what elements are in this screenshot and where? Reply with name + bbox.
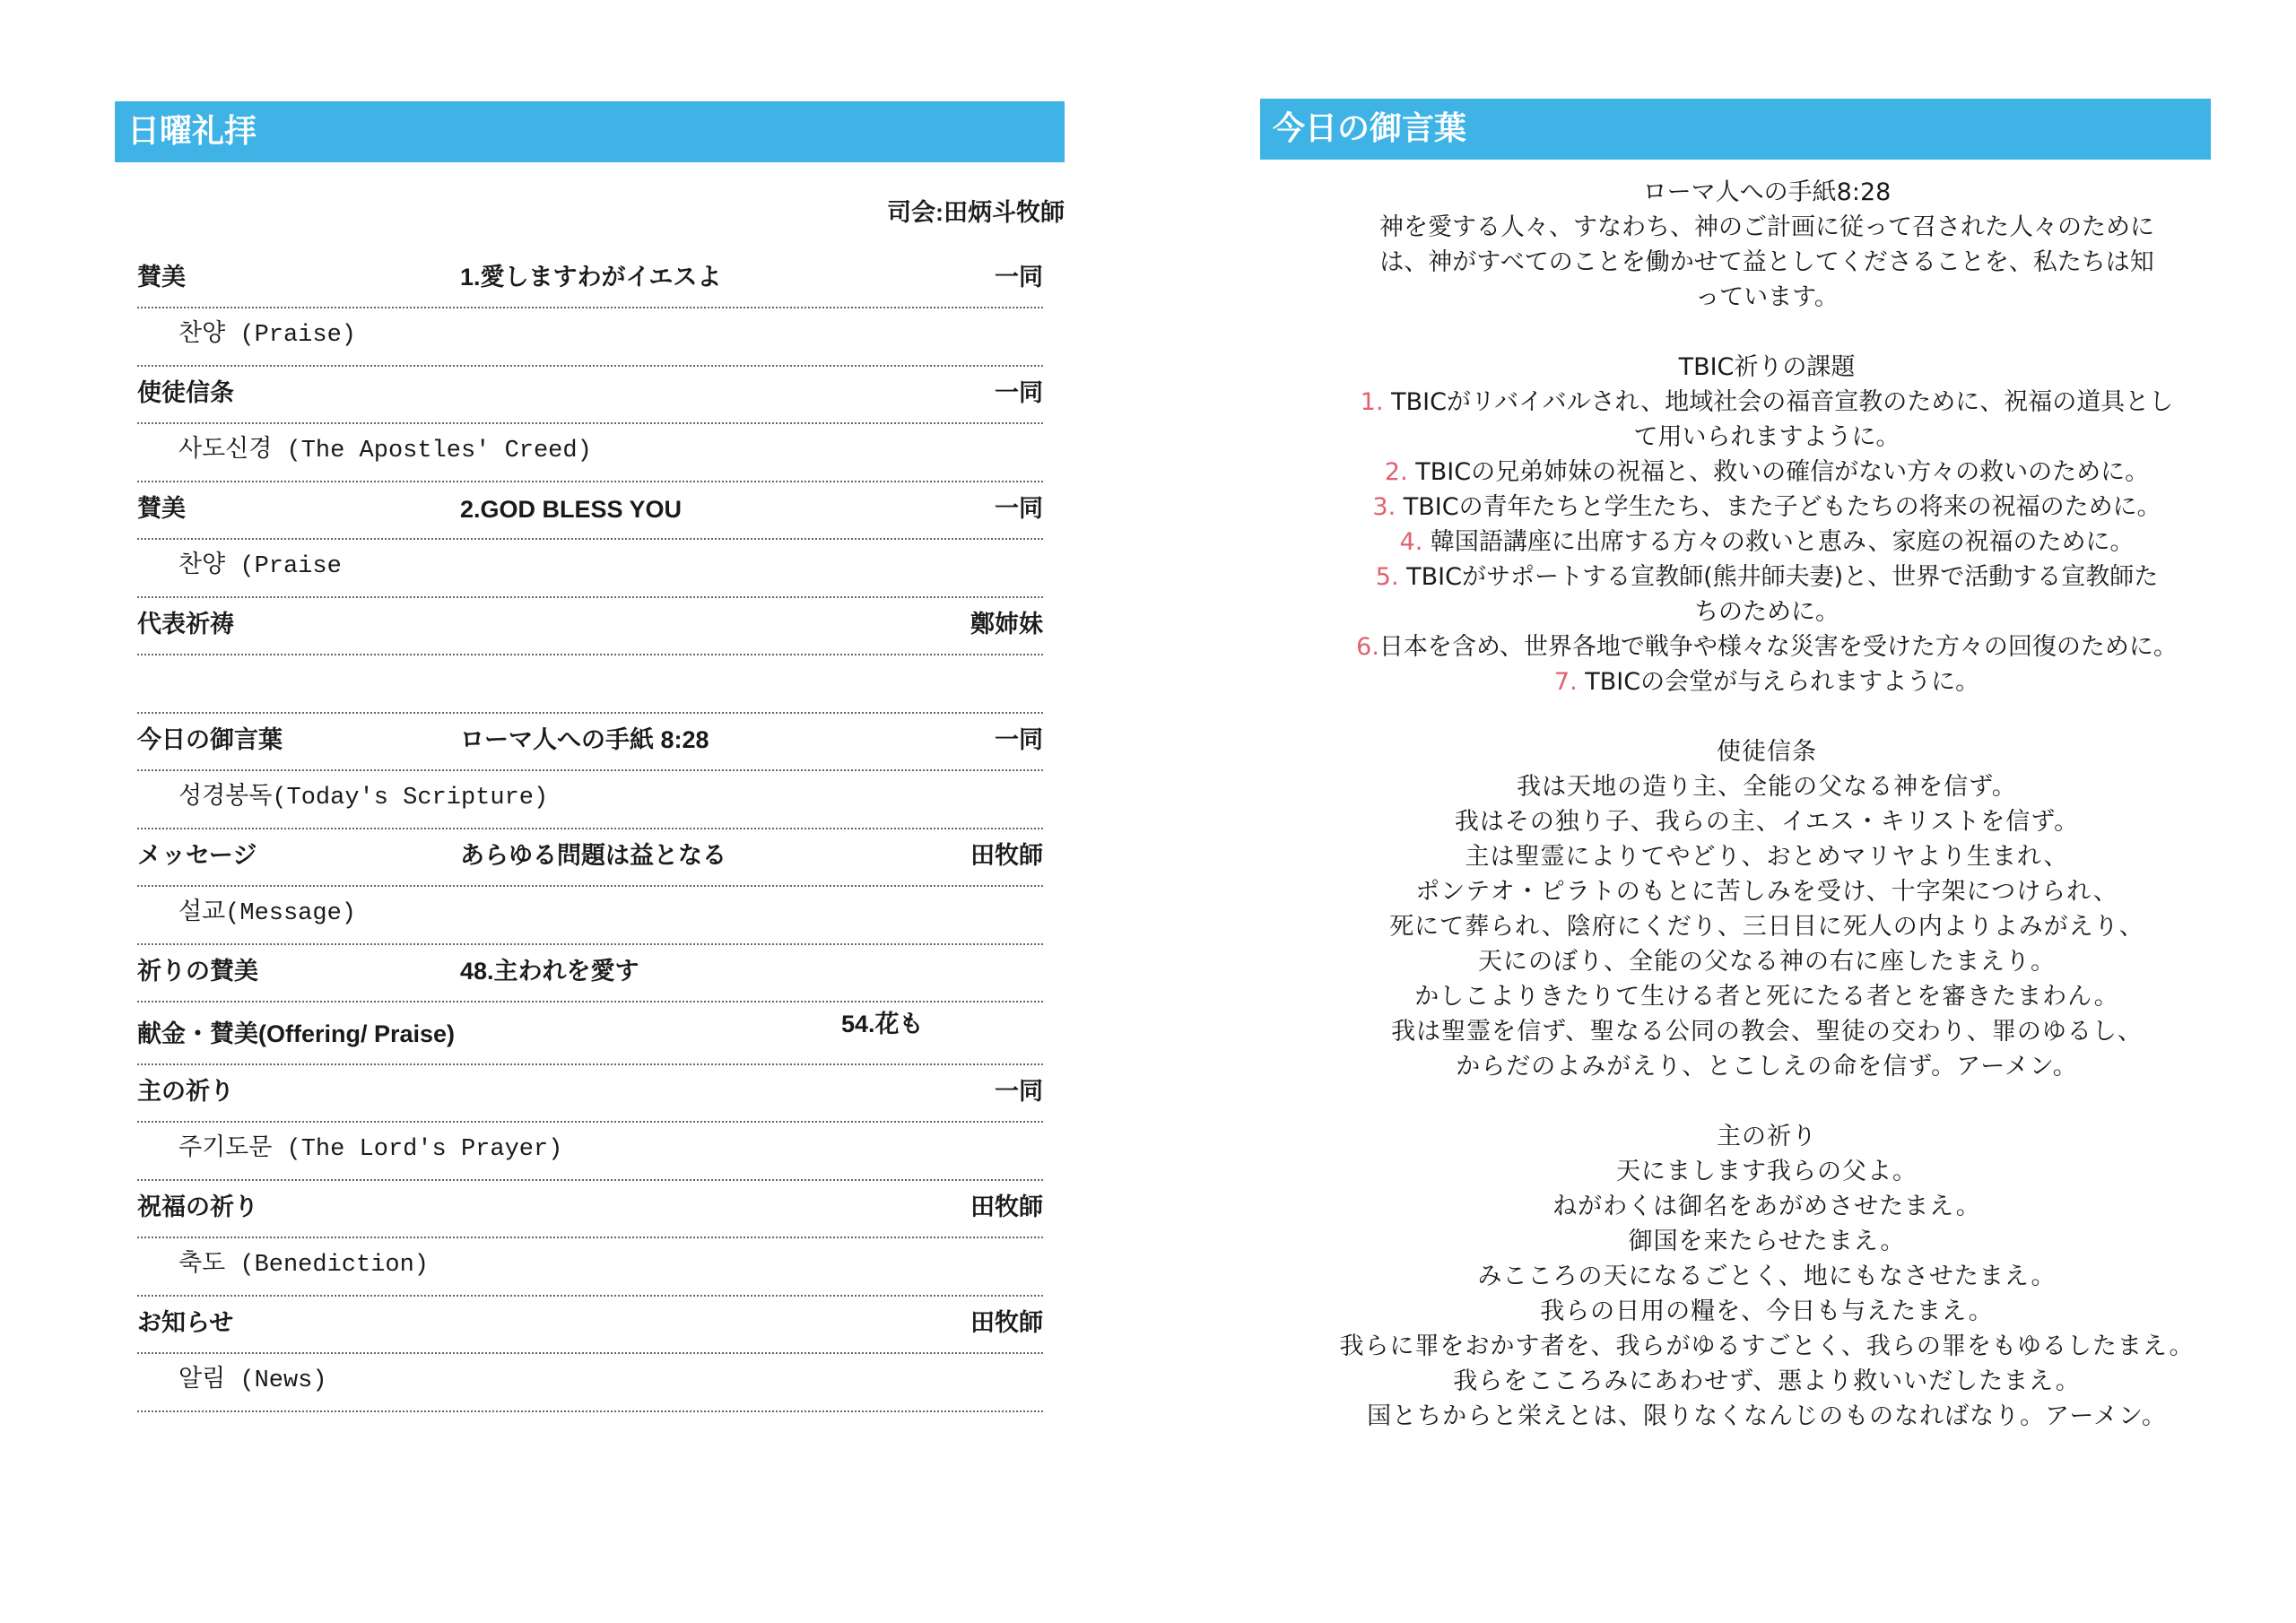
item-label: 祝福の祈り (137, 1193, 258, 1220)
item-translation: 축도 (Benediction) (178, 1252, 430, 1279)
lords-prayer-lines (1247, 1154, 2287, 1434)
item-detail: 2.GOD BLESS YOU (460, 496, 683, 523)
item-translation: 성경봉독(Today's Scripture) (178, 785, 549, 812)
item-detail: 48.主われを愛す (460, 958, 639, 985)
scripture-line: っています。 (1695, 283, 1839, 311)
prayer-item-text: TBICの兄弟姉妹の祝福と、救いの確信がない方々の救いのために。 (1407, 458, 2150, 486)
item-leader: 田牧師 (970, 842, 1043, 869)
lords-prayer-block (1247, 1119, 2287, 1434)
item-label: 主の祈り (137, 1078, 234, 1105)
item-label: 使徒信条 (137, 379, 234, 406)
prayer-items (1247, 385, 2287, 699)
prayer-item-text: 韓国語講座に出席する方々の救いと恵み、家庭の祝福のために。 (1422, 528, 2135, 556)
prayer-item (1247, 455, 2287, 490)
prayer-item-number: 6. (1356, 633, 1379, 661)
prayer-item-text: ちのために。 (1694, 598, 1839, 626)
prayer-item-number: 3. (1372, 493, 1396, 521)
prayer-item-text: TBICがリバイバルされ、地域社会の福音宣教のために、祝福の道具とし (1383, 388, 2174, 416)
item-label: 祈りの賛美 (137, 958, 258, 985)
creed-line: 我は聖霊を信ず、聖なる公同の教会、聖徒の交わり、罪のゆるし、 (1391, 1018, 2143, 1046)
program-subrow (137, 1123, 1043, 1181)
lords-prayer-line: ねがわくは御名をあがめさせたまえ。 (1552, 1193, 1981, 1220)
item-label: 代表祈祷 (137, 611, 234, 638)
program-subrow (137, 1354, 1043, 1412)
prayer-item-text: TBICの青年たちと学生たち、また子どもたちの将来の祝福のために。 (1396, 493, 2161, 521)
creed-line: 天にのぼり、全能の父なる神の右に座したまえり。 (1478, 948, 2056, 976)
item-translation: 알림 (News) (178, 1367, 327, 1394)
program-subrow (137, 308, 1043, 367)
item-leader: 一同 (995, 264, 1043, 291)
item-label: お知らせ (137, 1309, 234, 1336)
item-detail: 1.愛しますわがイエスよ (460, 264, 722, 291)
prayer-item (1247, 629, 2287, 664)
creed-line: からだのよみがえり、とこしえの命を信ず。アーメン。 (1456, 1053, 2078, 1081)
right-page (1148, 0, 2296, 1623)
lords-prayer-line: 天にまします我らの父よ。 (1616, 1158, 1918, 1185)
page-title-banner: 今日の御言葉 (1260, 99, 2211, 160)
program-subrow (137, 655, 1043, 714)
program-subrow (137, 540, 1043, 598)
item-translation: 주기도문 (The Lord's Prayer) (178, 1136, 563, 1163)
prayer-item-text: 日本を含め、世界各地で戦争や様々な災害を受けた方々の回復のために。 (1378, 633, 2178, 661)
prayer-item-number: 5. (1375, 563, 1399, 591)
lords-prayer-line: みこころの天になるごとく、地にもなさせたまえ。 (1477, 1263, 2057, 1290)
item-detail: 54.花も (841, 1011, 924, 1037)
item-leader: 一同 (995, 726, 1043, 753)
scripture-lines (1247, 210, 2287, 315)
text-column (1247, 175, 2287, 1434)
scripture-block (1247, 175, 2287, 315)
item-detail: あらゆる問題は益となる (460, 842, 726, 869)
program-subrow (137, 771, 1043, 829)
item-translation: 사도신경 (The Apostles' Creed) (178, 438, 592, 464)
program-subrow (137, 1238, 1043, 1297)
prayer-item (1247, 595, 2287, 629)
prayer-item-number: 1. (1360, 388, 1384, 416)
prayer-item-text: て用いられますように。 (1633, 423, 1900, 451)
item-detail: ローマ人への手紙 8:28 (460, 726, 709, 753)
item-translation: 찬양 (Praise) (178, 322, 356, 349)
creed-line: 我は天地の造り主、全能の父なる神を信ず。 (1517, 773, 2017, 801)
creed-line: かしこよりきたりて生ける者と死にたる者とを審きたまわん。 (1414, 983, 2119, 1011)
program-row (137, 367, 1043, 424)
prayer-title: TBIC祈りの課題 (1678, 353, 1856, 381)
prayer-item (1247, 420, 2287, 455)
creed-line: 我はその独り子、我らの主、イエス・キリストを信ず。 (1454, 808, 2080, 836)
item-translation: 설교(Message) (178, 900, 356, 927)
item-leader: 一同 (995, 495, 1043, 522)
creed-line: 死にて葬られ、陰府にくだり、三日目に死人の内よりよみがえり、 (1389, 913, 2144, 941)
lords-prayer-line: 国とちからと栄えとは、限りなくなんじのものなればなり。アーメン。 (1367, 1402, 2167, 1430)
creed-lines (1247, 769, 2287, 1084)
program-row (137, 714, 1043, 771)
item-label: 賛美 (137, 264, 186, 291)
program-subrow (137, 887, 1043, 945)
item-leader: 田牧師 (970, 1193, 1043, 1220)
prayer-item (1247, 664, 2287, 699)
item-label: 今日の御言葉 (137, 726, 283, 753)
lords-prayer-line: 我らの日用の糧を、今日も与えたまえ。 (1540, 1298, 1994, 1325)
item-leader: 鄭姉妹 (970, 611, 1043, 638)
prayer-item-text: TBICがサポートする宣教師(熊井師夫妻)と、世界で活動する宣教師た (1398, 563, 2159, 591)
lords-prayer-title: 主の祈り (1717, 1123, 1817, 1150)
program-subrow (137, 424, 1043, 482)
creed-block (1247, 734, 2287, 1084)
prayer-item (1247, 525, 2287, 560)
item-label: 献金・賛美(Offering/ Praise) (137, 1020, 456, 1047)
item-label: 賛美 (137, 495, 186, 522)
presider-label: 司会:田炳斗牧師 (887, 199, 1065, 226)
item-leader: 田牧師 (970, 1309, 1043, 1336)
creed-title: 使徒信条 (1717, 738, 1817, 766)
scripture-line: は、神がすべてのことを働かせて益としてくださることを、私たちは知 (1379, 248, 2154, 276)
prayer-item-number: 7. (1553, 668, 1578, 696)
program-list (137, 251, 1043, 1412)
scripture-line: 神を愛する人々、すなわち、神のご計画に従って召された人々のために (1379, 213, 2154, 241)
item-translation: 찬양 (Praise (178, 553, 342, 580)
item-leader: 一同 (995, 1078, 1043, 1105)
lords-prayer-line: 我らをこころみにあわせず、悪より救いいだしたまえ。 (1453, 1367, 2081, 1395)
prayer-block (1247, 350, 2287, 699)
program-row (137, 945, 1043, 1002)
item-label: メッセージ (137, 842, 257, 869)
program-row (137, 482, 1043, 540)
program-row (137, 1065, 1043, 1123)
scripture-ref: ローマ人への手紙8:28 (1642, 178, 1892, 206)
lords-prayer-line: 我らに罪をおかす者を、我らがゆるすごとく、我らの罪をもゆるしたまえ。 (1339, 1332, 2195, 1360)
prayer-item (1247, 385, 2287, 420)
prayer-item-number: 4. (1399, 528, 1423, 556)
prayer-item-text: TBICの会堂が与えられますように。 (1577, 668, 1980, 696)
program-row (137, 1181, 1043, 1238)
program-row (137, 598, 1043, 655)
item-leader: 一同 (995, 379, 1043, 406)
prayer-item (1247, 560, 2287, 595)
program-row (137, 1297, 1043, 1354)
creed-line: 主は聖霊によりてやどり、おとめマリヤより生まれ、 (1465, 843, 2069, 871)
creed-line: ポンテオ・ピラトのもとに苦しみを受け、十字架につけられ、 (1415, 878, 2118, 906)
page-title-banner: 日曜礼拝 (115, 101, 1065, 162)
prayer-item (1247, 490, 2287, 525)
prayer-item-number: 2. (1384, 458, 1408, 486)
program-row (137, 251, 1043, 308)
lords-prayer-line: 御国を来たらせたまえ。 (1628, 1228, 1906, 1255)
program-row (137, 1002, 1043, 1065)
program-row (137, 829, 1043, 887)
